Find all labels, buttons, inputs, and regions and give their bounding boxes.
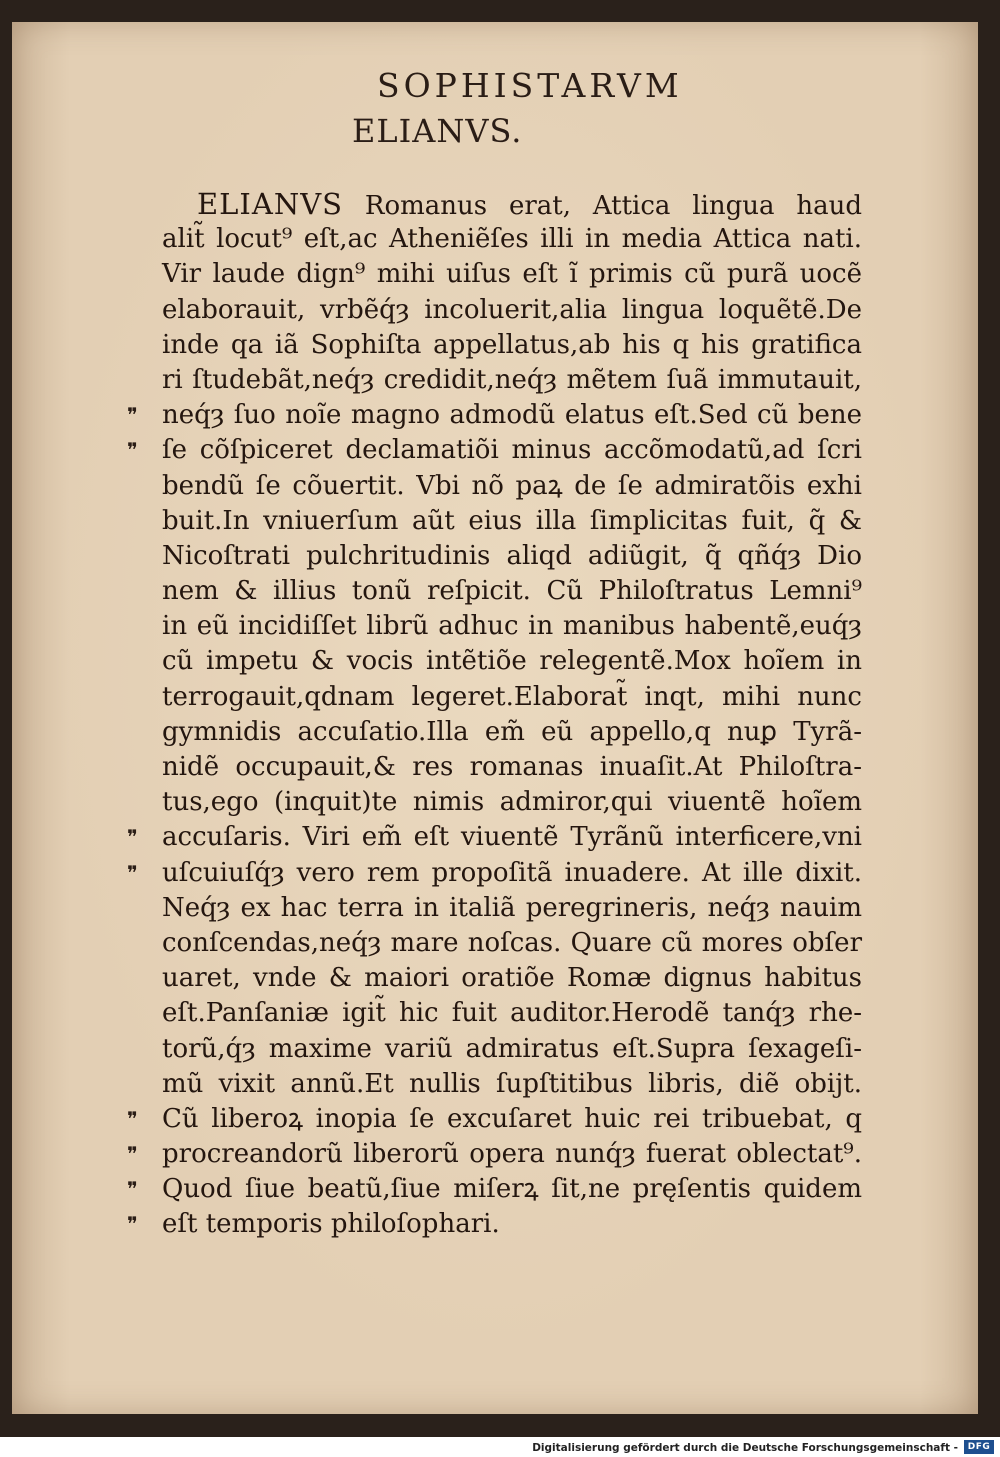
line-text: Romanus erat, Attica lingua haud <box>364 191 862 221</box>
text-line <box>162 187 862 222</box>
line-text: elaborauit, vrbẽq́ȝ incoluerit,alia lingua loquẽtẽ.De <box>162 294 862 325</box>
line-text: ri ſtudebãt,neq́ȝ credidit,neq́ȝ mẽtem ſuã immutauit, <box>162 364 862 395</box>
line-text: buit.In vniuerſum aũt eius illa ſimplicitas fuit, q̃ & <box>162 505 862 536</box>
line-text: conſcendas,neq́ȝ mare noſcas. Quare cũ mores obſer <box>162 927 862 958</box>
text-line <box>162 609 862 644</box>
book-page <box>12 22 978 1414</box>
quotation-mark-icon: ❞ <box>127 403 137 428</box>
line-text: eſt temporis philoſophari. <box>162 1209 500 1240</box>
text-line <box>162 715 862 750</box>
text-line <box>127 398 862 433</box>
line-text: accuſaris. Viri em̃ eſt viuentẽ Tyrãnũ interficere,vni <box>162 822 862 853</box>
text-line <box>127 820 862 855</box>
text-line <box>162 926 862 961</box>
line-text: uaret, vnde & maiori oratiõe Romæ dignus habitus <box>162 963 862 994</box>
line-text: procreandorũ liberorũ opera nunq́ȝ fuerat oblectat⁹. <box>162 1139 862 1170</box>
text-line <box>162 1032 862 1067</box>
quotation-mark-icon: ❞ <box>127 1142 137 1167</box>
line-text: Quod ſiue beatũ,ſiue miſerꝝ ſit,ne pręſentis quidem <box>162 1174 862 1205</box>
quotation-mark-icon: ❞ <box>127 1106 137 1131</box>
line-text: gymnidis accuſatio.Illa em̃ eũ appello,q nuꝑ Tyrã- <box>162 716 862 747</box>
text-line <box>127 433 862 468</box>
line-text: terrogauit,qdnam legeret.Elaborat̃ inqt, mihi nunc <box>162 681 862 712</box>
running-head: SOPHISTARVM <box>377 66 683 105</box>
line-text: inde qa iã Sophiſta appellatus,ab his q his gratifica <box>162 329 862 360</box>
text-line <box>127 1102 862 1137</box>
line-text: in eũ incidiſſet librũ adhuc in manibus habentẽ,euq́ȝ <box>162 611 862 642</box>
line-text: alit̃ locut⁹ eſt,ac Atheniẽſes illi in media Attica nati. <box>162 224 862 255</box>
text-line <box>162 1067 862 1102</box>
line-text: mũ vixit annũ.Et nullis ſupſtitibus libris, diẽ obijt. <box>162 1068 862 1099</box>
text-line <box>162 785 862 820</box>
line-text: eſt.Panſaniæ igit̃ hic fuit auditor.Herodẽ tanq́ȝ rhe- <box>162 998 862 1029</box>
line-text: Vir laude dign⁹ mihi uiſus eſt ĩ primis cũ purã uocẽ <box>162 259 862 290</box>
text-line <box>162 293 862 328</box>
text-line <box>127 1207 862 1242</box>
text-line <box>127 1137 862 1172</box>
text-line <box>127 1172 862 1207</box>
line-text: ſe cõſpiceret declamatiõi minus accõmodatũ,ad ſcri <box>162 435 862 466</box>
text-line <box>162 750 862 785</box>
text-line <box>162 961 862 996</box>
dfg-logo: DFG <box>964 1440 994 1454</box>
body-text <box>127 187 862 1243</box>
line-text: uſcuiuſq́ȝ vero rem propoſitã inuadere. At ille dixit. <box>162 857 862 888</box>
footer-strip <box>0 1437 1000 1457</box>
line-text: neq́ȝ ſuo noĩe magno admodũ elatus eſt.Sed cũ bene <box>162 400 862 431</box>
quotation-mark-icon: ❞ <box>127 860 137 885</box>
quotation-mark-icon: ❞ <box>127 1177 137 1202</box>
quotation-mark-icon: ❞ <box>127 438 137 463</box>
line-text: nidẽ occupauit,& res romanas inuaſit.At Philoſtra- <box>162 752 862 782</box>
text-line <box>127 856 862 891</box>
text-line <box>162 363 862 398</box>
text-line <box>162 504 862 539</box>
digitization-credit: Digitalisierung gefördert durch die Deutsche Forschungsgemeinschaft - <box>532 1442 958 1454</box>
text-line <box>162 680 862 715</box>
text-line <box>162 257 862 292</box>
quotation-mark-icon: ❞ <box>127 1212 137 1237</box>
line-text: Nicoſtrati pulchritudinis aliqd adiũgit, q̃ qñq́ȝ Dio <box>162 540 862 571</box>
text-line <box>162 891 862 926</box>
line-text: Neq́ȝ ex hac terra in italiã peregrineris, neq́ȝ nauim <box>162 892 862 923</box>
line-text: tus,ego (inquit)te nimis admiror,qui viuentẽ hoĩem <box>162 787 862 818</box>
line-text: torũ,q́ȝ maxime variũ admiratus eſt.Supra ſexageſi- <box>162 1033 862 1064</box>
text-line <box>162 222 862 257</box>
text-line <box>162 996 862 1031</box>
line-text: Cũ liberoꝝ inopia ſe excuſaret huic rei tribuebat, q <box>162 1103 862 1134</box>
quotation-mark-icon: ❞ <box>127 825 137 850</box>
line-text: nem & illius tonũ reſpicit. Cũ Philoſtratus Lemni⁹ <box>162 576 862 607</box>
text-line <box>162 539 862 574</box>
text-line <box>162 469 862 504</box>
text-line <box>162 574 862 609</box>
text-line <box>162 328 862 363</box>
opening-name: ELIANVS <box>197 187 344 221</box>
text-line <box>162 644 862 679</box>
section-title: ELIANVS. <box>352 112 523 150</box>
line-text: cũ impetu & vocis intẽtiõe relegentẽ.Mox hoĩem in <box>162 646 862 677</box>
line-text: bendũ ſe cõuertit. Vbi nõ paꝝ de ſe admiratõis exhi <box>162 470 862 501</box>
